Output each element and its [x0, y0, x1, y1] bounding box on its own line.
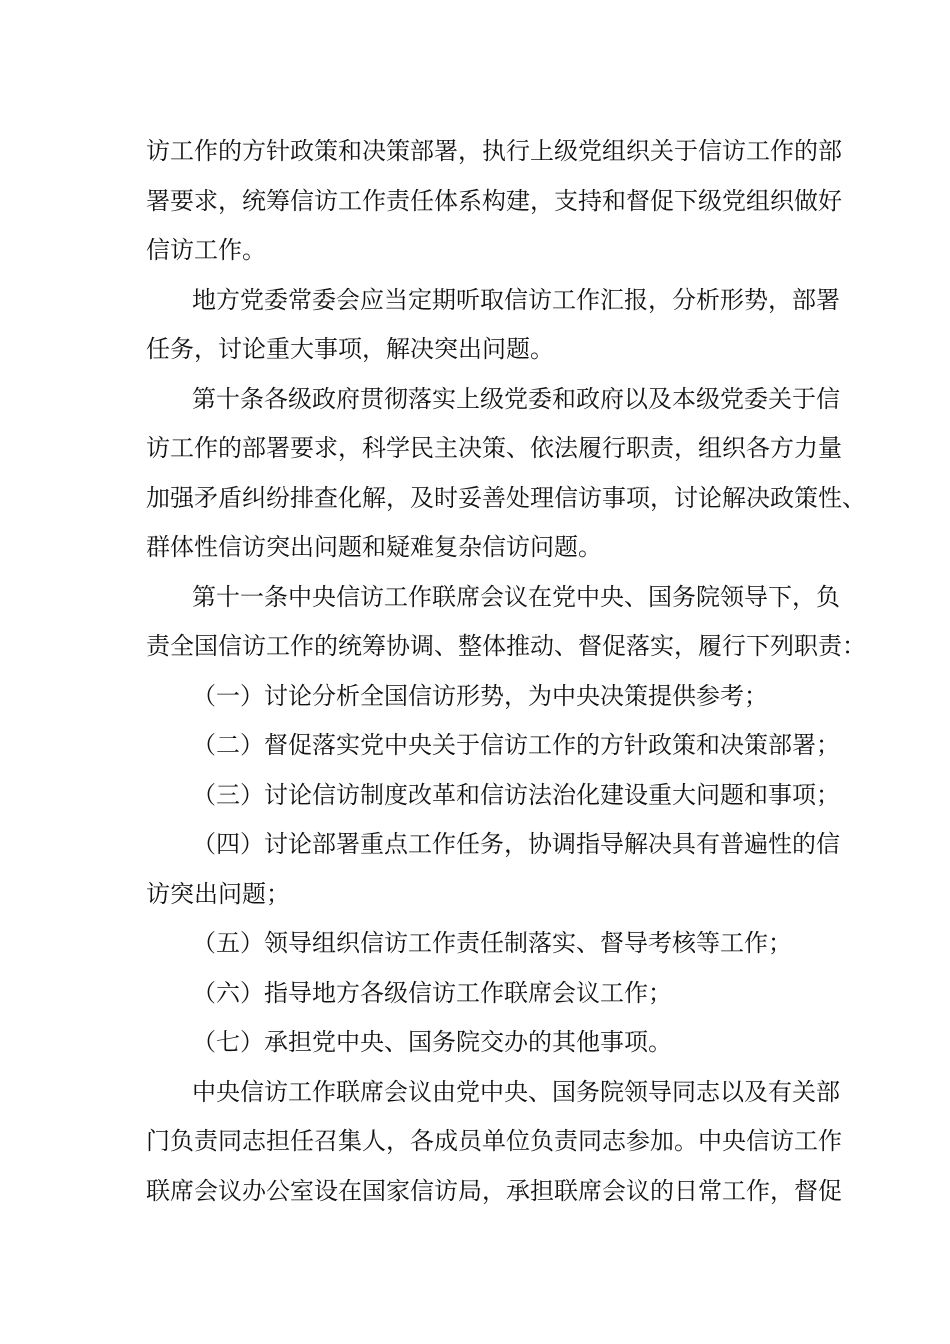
text-line: 署要求，统筹信访工作责任体系构建，支持和督促下级党组织做好: [146, 186, 842, 215]
document-body: [146, 127, 866, 1216]
paragraph-first-line: （四）讨论部署重点工作任务，协调指导解决具有普遍性的信: [192, 830, 840, 858]
paragraph-first-line: （五）领导组织信访工作责任制落实、督导考核等工作；: [192, 929, 792, 957]
text-line: 访工作的方针政策和决策部署，执行上级党组织关于信访工作的部: [146, 137, 842, 165]
paragraph-first-line: 第十一条中央信访工作联席会议在党中央、国务院领导下，负: [192, 582, 840, 611]
paragraph-first-line: 地方党委常委会应当定期听取信访工作汇报，分析形势，部署: [192, 285, 840, 314]
paragraph-first-line: 中央信访工作联席会议由党中央、国务院领导同志以及有关部: [192, 1077, 840, 1106]
paragraph-first-line: （三）讨论信访制度改革和信访法治化建设重大问题和事项；: [192, 780, 840, 809]
text-line: 访工作的部署要求，科学民主决策、依法履行职责，组织各方力量: [146, 434, 842, 462]
text-line: 责全国信访工作的统筹协调、整体推动、督促落实，履行下列职责：: [146, 632, 866, 660]
paragraph-first-line: （二）督促落实党中央关于信访工作的方针政策和决策部署；: [192, 731, 840, 759]
text-line: 门负责同志担任召集人，各成员单位负责同志参加。中央信访工作: [146, 1127, 842, 1155]
paragraph-first-line: （一）讨论分析全国信访形势，为中央决策提供参考；: [192, 681, 768, 710]
text-line: 联席会议办公室设在国家信访局，承担联席会议的日常工作，督促: [146, 1176, 842, 1205]
paragraph-first-line: （六）指导地方各级信访工作联席会议工作；: [192, 978, 672, 1007]
paragraph-first-line: 第十条各级政府贯彻落实上级党委和政府以及本级党委关于信: [192, 384, 840, 413]
text-line: 群体性信访突出问题和疑难复杂信访问题。: [146, 533, 602, 561]
paragraph-first-line: （七）承担党中央、国务院交办的其他事项。: [192, 1028, 672, 1056]
text-line: 任务，讨论重大事项，解决突出问题。: [146, 335, 554, 363]
text-line: 访突出问题；: [146, 879, 290, 908]
text-line: 加强矛盾纠纷排查化解，及时妥善处理信访事项，讨论解决政策性、: [146, 483, 866, 512]
text-line: 信访工作。: [146, 236, 266, 264]
